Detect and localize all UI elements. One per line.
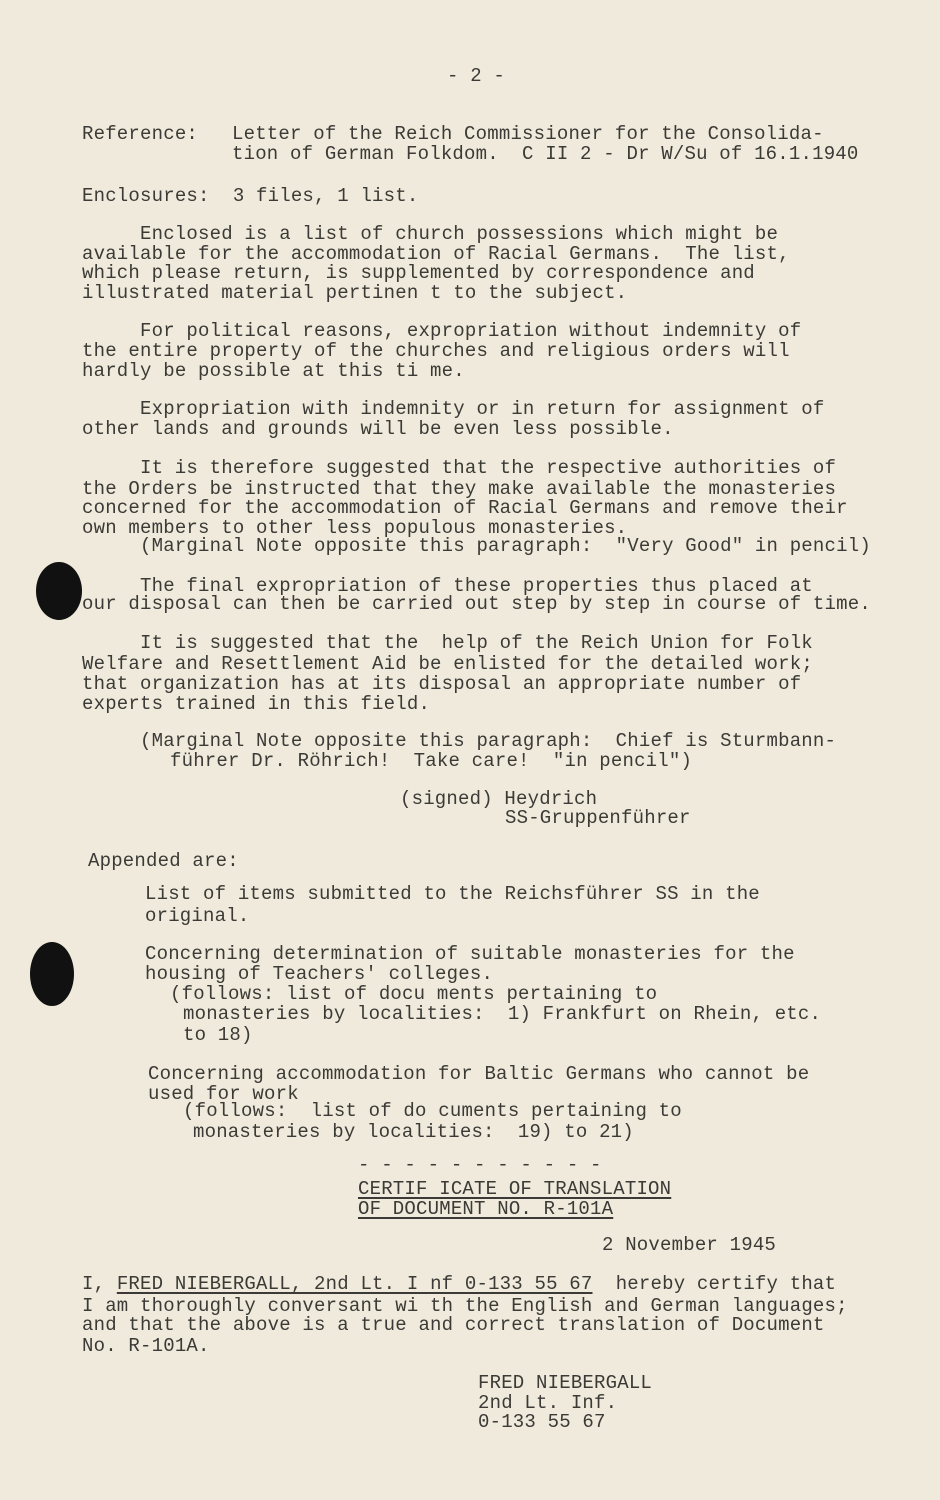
appended-item: monasteries by localities: 1) Frankfurt on Rhein, etc. bbox=[183, 1003, 822, 1025]
reference-label: Reference: bbox=[82, 123, 199, 145]
signer-rank: 2nd Lt. Inf. bbox=[478, 1392, 618, 1414]
paragraph-line: the entire property of the churches and religious orders will bbox=[82, 340, 790, 362]
paragraph-line: other lands and grounds will be even less possible. bbox=[82, 418, 674, 440]
paragraph-line: available for the accommodation of Racial Germans. The list, bbox=[82, 243, 790, 265]
paragraph-line: It is suggested that the help of the Reich Union for Folk bbox=[140, 632, 813, 654]
certificate-date: 2 November 1945 bbox=[602, 1234, 777, 1256]
marginal-note: (Marginal Note opposite this paragraph: "Very Good" in pencil) bbox=[140, 535, 871, 557]
appended-item: Concerning accommodation for Baltic Germans who cannot be bbox=[148, 1063, 810, 1085]
signer-name: FRED NIEBERGALL bbox=[478, 1372, 653, 1394]
signer-serial: 0-133 55 67 bbox=[478, 1411, 606, 1433]
signature-signed: (signed) Heydrich bbox=[400, 788, 598, 810]
paragraph-line: the Orders be instructed that they make available the monasteries bbox=[82, 478, 837, 500]
certificate-suffix: hereby certify that bbox=[592, 1273, 837, 1295]
paragraph-line: The final expropriation of these properties thus placed at bbox=[140, 575, 813, 597]
paragraph-line: our disposal can then be carried out step by step in course of time. bbox=[82, 593, 871, 615]
certificate-title: CERTIF ICATE OF TRANSLATION bbox=[358, 1178, 672, 1200]
enclosures: Enclosures: 3 files, 1 list. bbox=[82, 185, 419, 207]
certificate-line: No. R-101A. bbox=[82, 1335, 210, 1357]
paragraph-line: It is therefore suggested that the respective authorities of bbox=[140, 457, 837, 479]
certificate-line: I am thoroughly conversant wi th the English and German languages; bbox=[82, 1295, 848, 1317]
paragraph-line: own members to other less populous monasteries. bbox=[82, 517, 628, 539]
certificate-line bbox=[82, 1274, 836, 1294]
paragraph-line: hardly be possible at this ti me. bbox=[82, 360, 465, 382]
paragraph-line: Welfare and Resettlement Aid be enlisted for the detailed work; bbox=[82, 653, 813, 675]
paragraph-line: that organization has at its disposal an appropriate number of bbox=[82, 673, 802, 695]
signature-rank: SS-Gruppenführer bbox=[505, 807, 691, 829]
marginal-note: führer Dr. Röhrich! Take care! "in pencil") bbox=[170, 750, 693, 772]
paragraph-line: concerned for the accommodation of Racial Germans and remove their bbox=[82, 497, 848, 519]
paragraph-line: Enclosed is a list of church possessions which might be bbox=[140, 223, 779, 245]
appended-item: to 18) bbox=[183, 1024, 253, 1046]
punch-hole-bottom bbox=[30, 942, 74, 1006]
appended-item: housing of Teachers' colleges. bbox=[145, 963, 494, 985]
certificate-line: and that the above is a true and correct translation of Document bbox=[82, 1314, 825, 1336]
appended-item: used for work bbox=[148, 1083, 299, 1105]
paragraph-line: experts trained in this field. bbox=[82, 693, 431, 715]
reference-text: tion of German Folkdom. C II 2 - Dr W/Su of 16.1.1940 bbox=[232, 143, 859, 165]
appended-item: (follows: list of do cuments pertaining to bbox=[183, 1100, 682, 1122]
paragraph-line: For political reasons, expropriation without indemnity of bbox=[140, 320, 802, 342]
paragraph-line: illustrated material pertinen t to the subject. bbox=[82, 282, 628, 304]
reference-text: Letter of the Reich Commissioner for the Consolida- bbox=[232, 123, 824, 145]
translator-id: FRED NIEBERGALL, 2nd Lt. I nf 0-133 55 67 bbox=[116, 1273, 593, 1295]
marginal-note: (Marginal Note opposite this paragraph: Chief is Sturmbann- bbox=[140, 730, 837, 752]
paragraph-line: Expropriation with indemnity or in return for assignment of bbox=[140, 398, 825, 420]
appended-item: monasteries by localities: 19) to 21) bbox=[193, 1121, 634, 1143]
appended-item: (follows: list of docu ments pertaining to bbox=[170, 983, 658, 1005]
appended-item: Concerning determination of suitable monasteries for the bbox=[145, 943, 795, 965]
appended-item: List of items submitted to the Reichsführer SS in the bbox=[145, 883, 760, 905]
certificate-title: OF DOCUMENT NO. R-101A bbox=[358, 1198, 614, 1220]
paragraph-line: which please return, is supplemented by correspondence and bbox=[82, 262, 755, 284]
page-number: - 2 - bbox=[447, 65, 506, 87]
appended-title: Appended are: bbox=[88, 850, 239, 872]
certificate-prefix: I, bbox=[82, 1273, 117, 1295]
certificate-dashes: - - - - - - - - - - - bbox=[358, 1154, 602, 1176]
appended-item: original. bbox=[145, 905, 250, 927]
punch-hole-top bbox=[36, 562, 82, 620]
